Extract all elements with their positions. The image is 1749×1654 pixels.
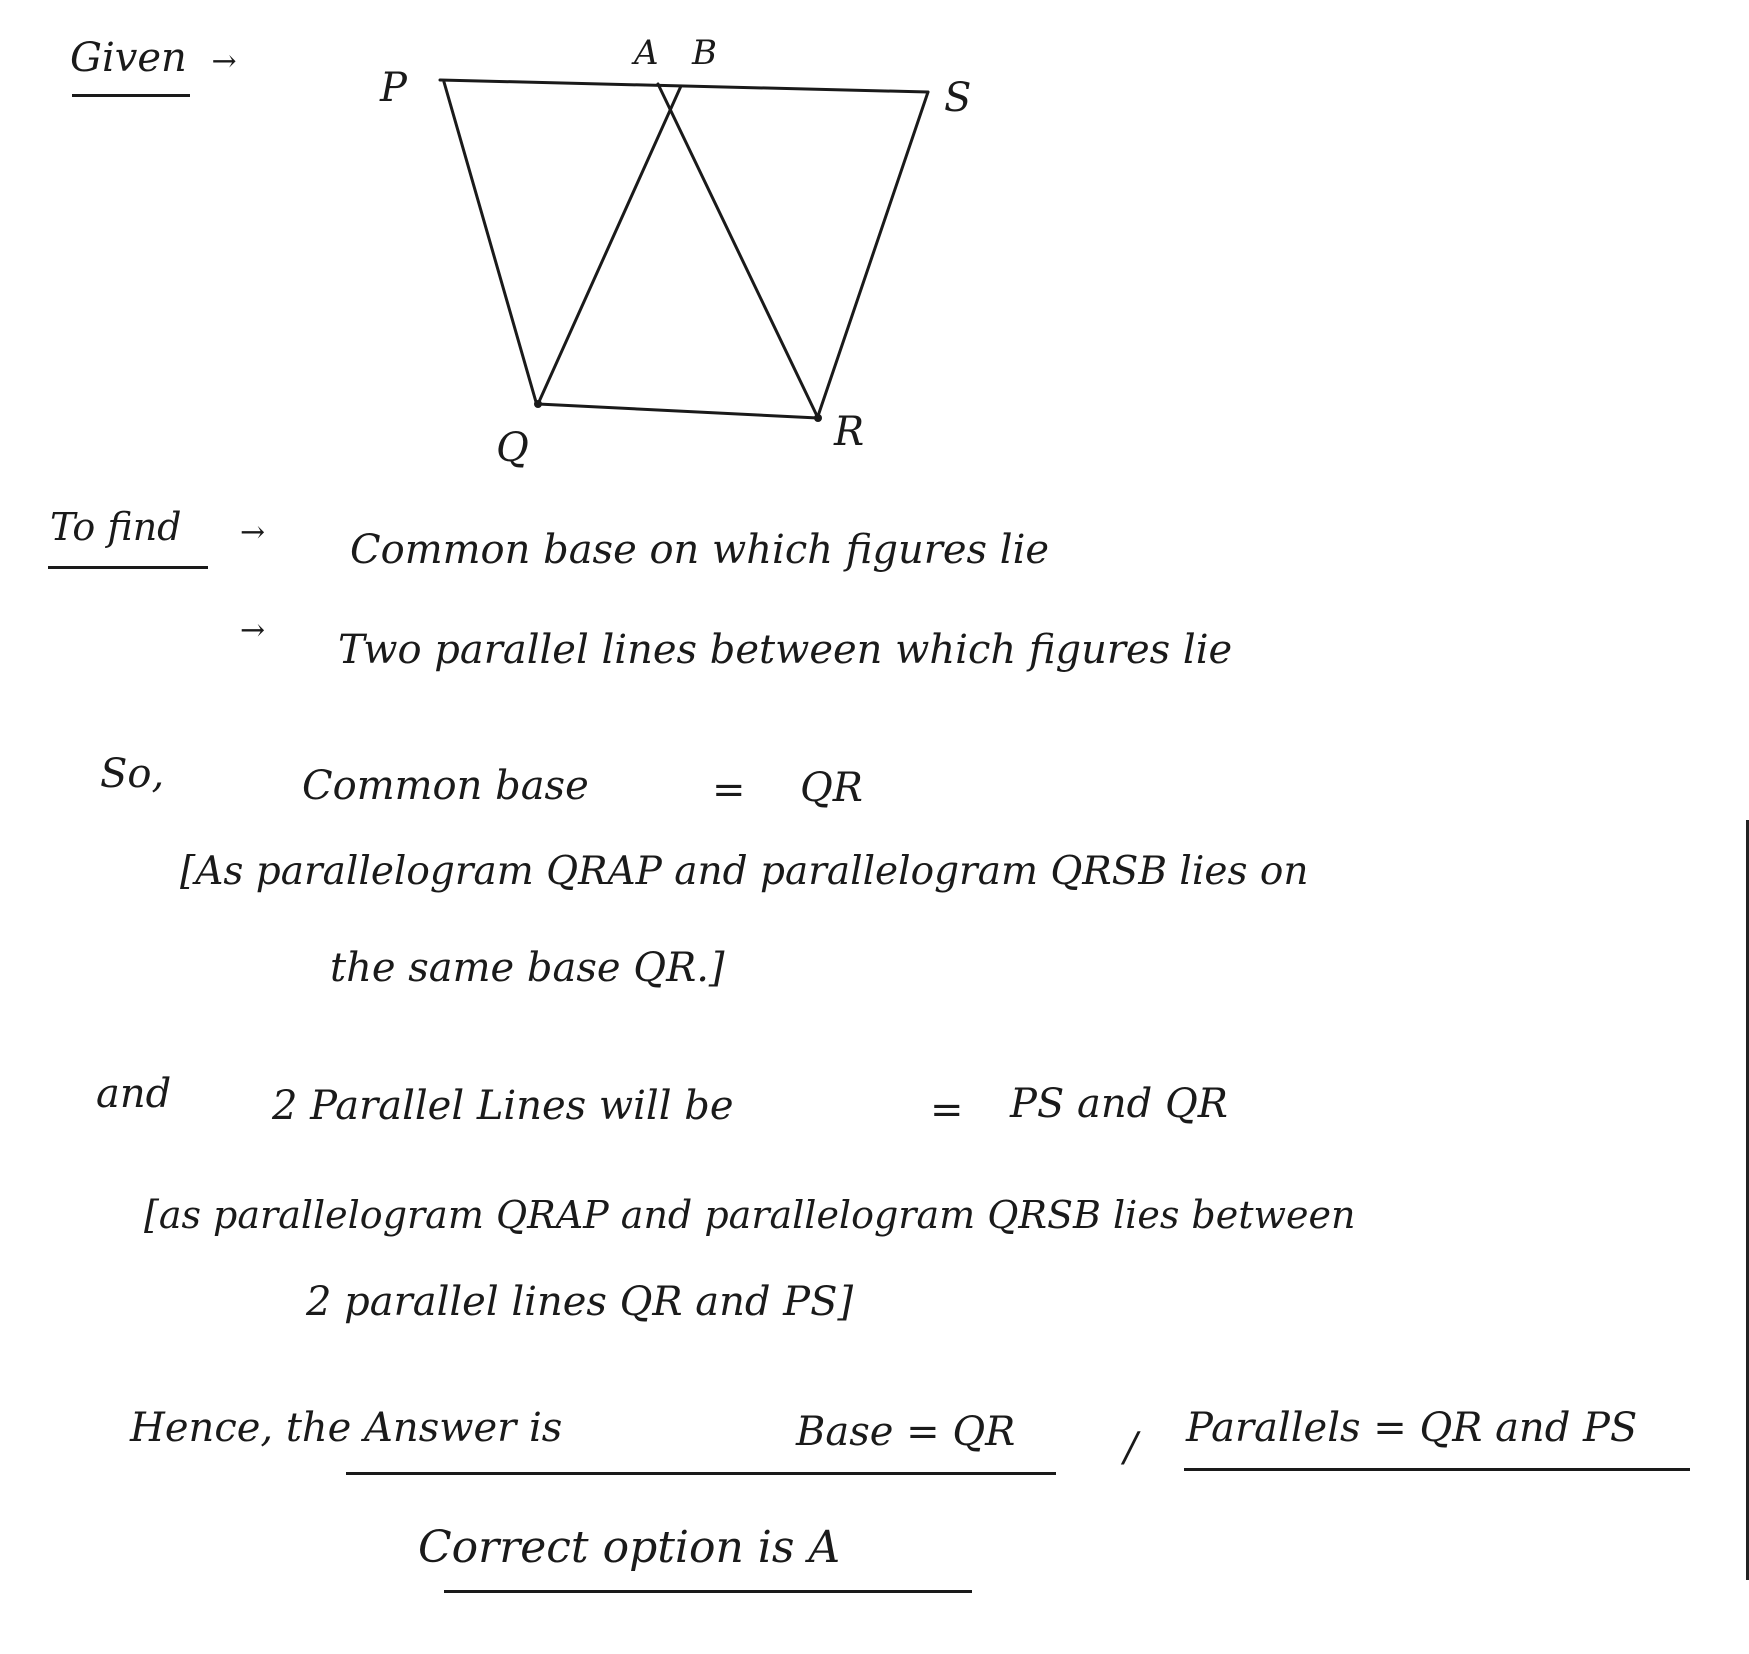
given-arrow: → bbox=[211, 44, 237, 79]
and-label: and bbox=[96, 1071, 172, 1117]
point-q-dot bbox=[534, 400, 542, 408]
parallel-lines-eq: = bbox=[930, 1087, 964, 1133]
so-label: So, bbox=[100, 751, 165, 797]
label-q: Q bbox=[496, 425, 529, 471]
correct-option-underline bbox=[444, 1590, 972, 1593]
point-r-dot bbox=[814, 414, 822, 422]
line-pq bbox=[444, 82, 536, 402]
line-sr bbox=[818, 92, 928, 416]
answer-underline-1 bbox=[346, 1472, 1056, 1475]
reason-2-line-1: [as parallelogram QRAP and parallelogram QRSB lies between bbox=[144, 1193, 1356, 1237]
line-br bbox=[658, 84, 818, 418]
parallel-lines-text: 2 Parallel Lines will be bbox=[272, 1083, 734, 1129]
to-find-item-1-bullet: → bbox=[240, 515, 266, 550]
parallel-lines-value: PS and QR bbox=[1010, 1081, 1228, 1127]
label-p: P bbox=[380, 65, 407, 111]
to-find-heading: To find bbox=[50, 505, 182, 549]
answer-underline-2 bbox=[1184, 1468, 1690, 1471]
label-a: A bbox=[634, 33, 659, 73]
line-ps bbox=[440, 80, 928, 92]
given-label: Given bbox=[70, 35, 187, 81]
answer-base: Base = QR bbox=[796, 1409, 1016, 1455]
common-base-eq: = bbox=[712, 767, 746, 813]
correct-option: Correct option is A bbox=[418, 1522, 841, 1573]
label-b: B bbox=[692, 33, 717, 73]
label-s: S bbox=[944, 75, 972, 121]
common-base-value: QR bbox=[800, 765, 863, 811]
line-qr bbox=[538, 404, 818, 418]
answer-separator: / bbox=[1124, 1425, 1138, 1471]
to-find-item-2: Two parallel lines between which figures lie bbox=[338, 627, 1233, 673]
reason-1-line-2: the same base QR.] bbox=[330, 945, 725, 991]
reason-1-line-1: [As parallelogram QRAP and parallelogram QRSB lies on bbox=[180, 849, 1309, 894]
parallelogram-figure bbox=[0, 0, 1749, 460]
to-find-item-2-bullet: → bbox=[240, 613, 266, 648]
to-find-item-1: Common base on which figures lie bbox=[350, 527, 1050, 573]
line-qa bbox=[538, 86, 681, 404]
reason-2-line-2: 2 parallel lines QR and PS] bbox=[306, 1279, 854, 1325]
label-r: R bbox=[834, 409, 865, 455]
common-base-text: Common base bbox=[302, 763, 589, 809]
given-underline bbox=[72, 94, 190, 97]
answer-prefix: Hence, the Answer is bbox=[130, 1405, 563, 1451]
answer-parallels: Parallels = QR and PS bbox=[1186, 1405, 1638, 1451]
given-heading bbox=[70, 35, 237, 81]
to-find-underline bbox=[48, 566, 208, 569]
